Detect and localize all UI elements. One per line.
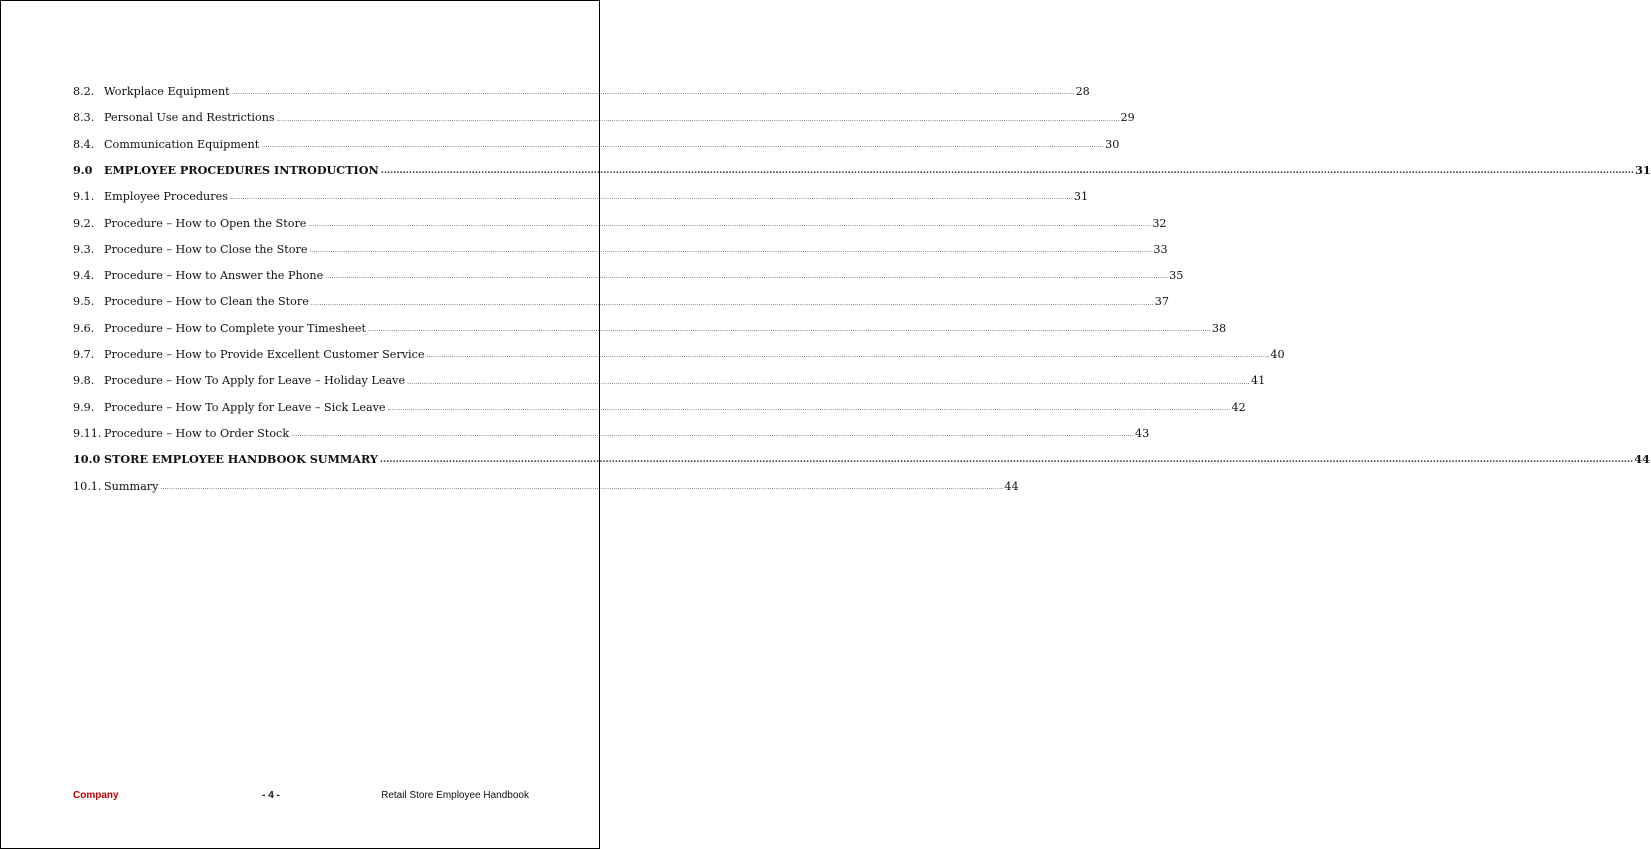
toc-dot-leader: ................................................................................................................................................................................................................................................................................................................................................................................................................ xyxy=(368,325,1211,333)
toc-dot-leader: ................................................................................................................................................................................................................................................................................................................................................................................................................ xyxy=(379,455,1634,466)
toc-entry-page: 33 xyxy=(1153,242,1168,256)
toc-entry-number: 9.2. xyxy=(73,216,95,230)
toc-entry[interactable] xyxy=(73,281,1170,309)
toc-entry-title: Procedure – How to Order Stock xyxy=(104,426,290,440)
toc-entry-title: Procedure – How To Apply for Leave – Holiday Leave xyxy=(104,374,406,388)
toc-entry-number: 10.0 xyxy=(73,452,101,467)
toc-entry-page: 28 xyxy=(1075,85,1090,99)
toc-entry-page: 38 xyxy=(1211,321,1227,335)
toc-entry[interactable] xyxy=(73,202,1167,230)
toc-entry-number: 9.8. xyxy=(73,374,95,388)
toc-entry-page: 44 xyxy=(1634,452,1650,467)
toc-entry[interactable] xyxy=(73,229,1168,256)
toc-dot-leader: ................................................................................................................................................................................................................................................................................................................................................................................................................ xyxy=(426,352,1270,360)
toc-entry-title: EMPLOYEE PROCEDURES INTRODUCTION xyxy=(104,162,379,177)
toc-entry-number: 8.4. xyxy=(73,137,95,151)
toc-entry-number: 9.11. xyxy=(73,426,102,440)
toc-entry[interactable] xyxy=(73,439,1650,467)
toc-entry-page: 37 xyxy=(1154,295,1170,309)
toc-entry-number: 9.6. xyxy=(73,321,95,335)
toc-entry[interactable] xyxy=(73,308,1227,335)
footer-page-number: - 4 - xyxy=(262,790,280,801)
toc-entry-number: 8.3. xyxy=(73,111,95,125)
toc-dot-leader: ................................................................................................................................................................................................................................................................................................................................................................................................................ xyxy=(231,89,1075,97)
toc-entry[interactable] xyxy=(73,71,1090,99)
toc-entry-page: 44 xyxy=(1004,479,1019,493)
toc-entry[interactable] xyxy=(73,176,1089,204)
table-of-contents xyxy=(73,71,1651,493)
toc-entry-title: STORE EMPLOYEE HANDBOOK SUMMARY xyxy=(104,452,378,467)
toc-entry-title: Communication Equipment xyxy=(104,137,260,151)
toc-entry-page: 41 xyxy=(1250,374,1266,388)
toc-entry-title: Summary xyxy=(104,479,159,493)
toc-entry[interactable] xyxy=(73,97,1135,125)
toc-entry-title: Procedure – How to Open the Store xyxy=(104,216,307,230)
toc-dot-leader: ................................................................................................................................................................................................................................................................................................................................................................................................................ xyxy=(325,273,1169,281)
toc-entry[interactable] xyxy=(73,465,1019,493)
toc-entry-title: Procedure – How to Close the Store xyxy=(104,242,308,256)
toc-dot-leader: ................................................................................................................................................................................................................................................................................................................................................................................................................ xyxy=(229,194,1073,202)
toc-entry-title: Procedure – How to Clean the Store xyxy=(104,295,309,309)
toc-entry-page: 43 xyxy=(1135,426,1150,440)
toc-entry-title: Procedure – How to Provide Excellent Customer Service xyxy=(104,348,425,362)
toc-entry-number: 9.4. xyxy=(73,269,95,283)
toc-entry-page: 31 xyxy=(1635,162,1651,177)
toc-entry-title: Workplace Equipment xyxy=(104,85,230,99)
toc-entry-number: 9.3. xyxy=(73,242,95,256)
toc-entry-page: 32 xyxy=(1152,216,1167,230)
toc-entry-title: Procedure – How to Complete your Timesheet xyxy=(104,321,367,335)
toc-dot-leader: ................................................................................................................................................................................................................................................................................................................................................................................................................ xyxy=(308,220,1152,228)
toc-entry[interactable] xyxy=(73,360,1266,388)
toc-dot-leader: ................................................................................................................................................................................................................................................................................................................................................................................................................ xyxy=(160,483,1004,491)
toc-entry-number: 9.9. xyxy=(73,400,95,414)
toc-dot-leader: ................................................................................................................................................................................................................................................................................................................................................................................................................ xyxy=(309,247,1153,255)
toc-entry-title: Procedure – How to Answer the Phone xyxy=(104,269,324,283)
toc-entry[interactable] xyxy=(73,334,1285,362)
toc-entry-title: Procedure – How To Apply for Leave – Sick Leave xyxy=(104,400,386,414)
toc-dot-leader: ................................................................................................................................................................................................................................................................................................................................................................................................................ xyxy=(291,431,1134,439)
footer-document-title: Retail Store Employee Handbook xyxy=(381,790,529,801)
toc-entry[interactable] xyxy=(73,255,1184,283)
toc-entry-title: Employee Procedures xyxy=(104,190,228,204)
page-footer xyxy=(73,790,529,801)
toc-entry-page: 29 xyxy=(1120,111,1135,125)
toc-entry-number: 9.7. xyxy=(73,348,95,362)
toc-dot-leader: ................................................................................................................................................................................................................................................................................................................................................................................................................ xyxy=(261,141,1105,149)
toc-entry-page: 42 xyxy=(1231,400,1246,414)
toc-entry[interactable] xyxy=(73,387,1246,414)
toc-entry-number: 9.1. xyxy=(73,190,95,204)
toc-entry-number: 9.0 xyxy=(73,162,93,177)
toc-entry[interactable] xyxy=(73,413,1150,440)
toc-entry[interactable] xyxy=(73,150,1651,177)
toc-dot-leader: ................................................................................................................................................................................................................................................................................................................................................................................................................ xyxy=(387,404,1231,412)
toc-entry-page: 40 xyxy=(1270,348,1285,362)
toc-dot-leader: ................................................................................................................................................................................................................................................................................................................................................................................................................ xyxy=(380,166,1635,177)
toc-entry-number: 9.5. xyxy=(73,295,95,309)
toc-entry-title: Personal Use and Restrictions xyxy=(104,111,275,125)
toc-entry[interactable] xyxy=(73,124,1120,151)
toc-entry-page: 31 xyxy=(1073,190,1089,204)
toc-entry-page: 30 xyxy=(1105,137,1120,151)
toc-dot-leader: ................................................................................................................................................................................................................................................................................................................................................................................................................ xyxy=(407,378,1250,386)
toc-dot-leader: ................................................................................................................................................................................................................................................................................................................................................................................................................ xyxy=(276,115,1120,123)
footer-company-name: Company xyxy=(73,790,119,801)
toc-entry-number: 10.1. xyxy=(73,479,102,493)
toc-entry-page: 35 xyxy=(1169,269,1184,283)
toc-dot-leader: ................................................................................................................................................................................................................................................................................................................................................................................................................ xyxy=(310,299,1154,307)
toc-entry-number: 8.2. xyxy=(73,85,95,99)
